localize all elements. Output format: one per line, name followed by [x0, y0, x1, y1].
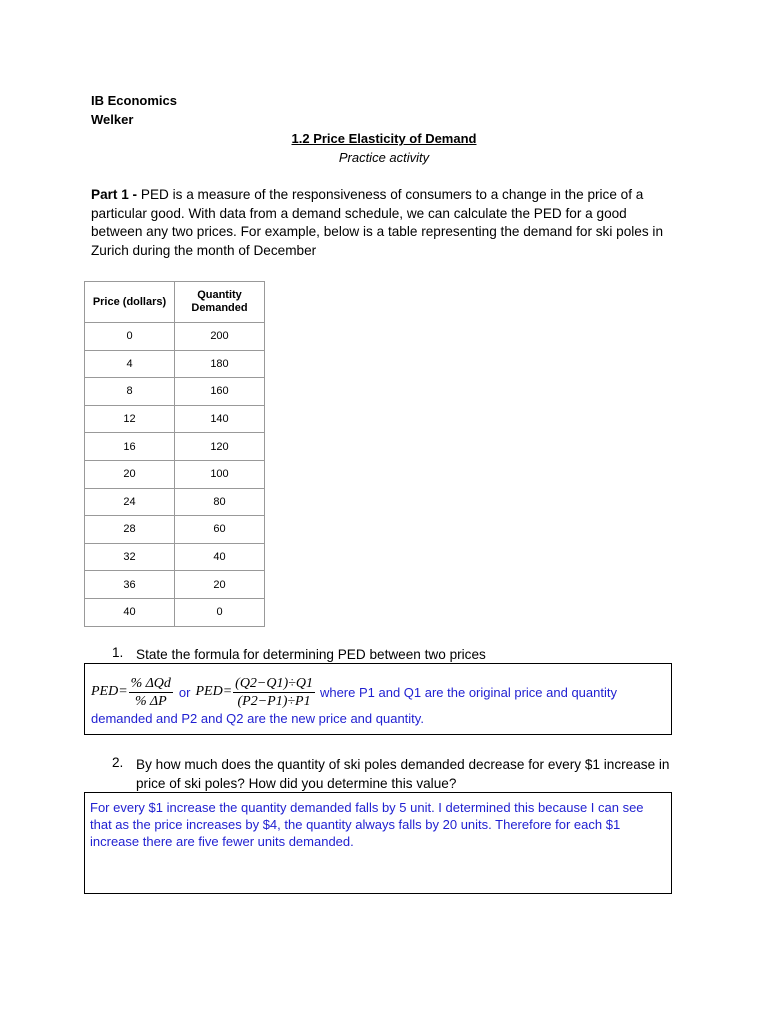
- quantity-cell: 80: [175, 488, 265, 516]
- quantity-cell: 180: [175, 350, 265, 378]
- formula-explanation: where P1 and Q1 are the original price and quantity: [319, 684, 617, 700]
- table-row: [85, 571, 265, 599]
- answer-2-text: For every $1 increase the quantity demanded falls by 5 unit. I determined this because I can see that as the price increases by $4, the quantity always falls by 20 units. Therefore for each $1 increase there are five fewer units demanded.: [90, 800, 644, 849]
- question-2-number: 2.: [112, 755, 124, 770]
- price-cell: 24: [85, 488, 175, 516]
- fraction-2-denominator: (P2−P1)÷P1: [237, 693, 311, 709]
- quantity-cell: 140: [175, 405, 265, 433]
- quantity-cell: 120: [175, 433, 265, 461]
- formula-explanation-line-2: demanded and P2 and Q2 are the new price and quantity.: [91, 711, 424, 726]
- price-cell: 8: [85, 378, 175, 406]
- teacher-name: Welker: [91, 112, 134, 127]
- fraction-1: [129, 675, 173, 710]
- demand-schedule-table: [84, 281, 265, 627]
- intro-paragraph: [91, 186, 681, 260]
- price-cell: 0: [85, 323, 175, 351]
- fraction-1-denominator: % ΔP: [134, 693, 167, 709]
- course-name: IB Economics: [91, 93, 177, 108]
- table-header-row: [85, 282, 265, 323]
- quantity-cell: 200: [175, 323, 265, 351]
- price-cell: 16: [85, 433, 175, 461]
- table-row: [85, 598, 265, 626]
- column-header-quantity: Quantity Demanded: [175, 282, 265, 323]
- document-subtitle: Practice activity: [338, 150, 430, 165]
- table-row: [85, 488, 265, 516]
- price-cell: 32: [85, 543, 175, 571]
- quantity-cell: 160: [175, 378, 265, 406]
- price-cell: 28: [85, 516, 175, 544]
- table-row: [85, 460, 265, 488]
- formula-lhs-1: PED=: [91, 684, 128, 699]
- quantity-cell: 40: [175, 543, 265, 571]
- price-cell: 36: [85, 571, 175, 599]
- price-cell: 4: [85, 350, 175, 378]
- fraction-2: [233, 675, 315, 710]
- table-row: [85, 378, 265, 406]
- formula-lhs-2: PED=: [195, 684, 233, 699]
- quantity-cell: 20: [175, 571, 265, 599]
- document-title: 1.2 Price Elasticity of Demand: [291, 131, 477, 146]
- quantity-cell: 60: [175, 516, 265, 544]
- column-header-price: Price (dollars): [85, 282, 175, 323]
- fraction-1-numerator: % ΔQd: [130, 675, 171, 691]
- table-row: [85, 405, 265, 433]
- intro-text: PED is a measure of the responsiveness of consumers to a change in the price of a particular good. With data from a demand schedule, we can calculate the PED for a good between any two prices. For example, below is a table representing the demand for ski poles in Zurich during the month of December: [91, 187, 663, 258]
- price-cell: 20: [85, 460, 175, 488]
- price-cell: 40: [85, 598, 175, 626]
- table-row: [85, 350, 265, 378]
- question-2-text: By how much does the quantity of ski poles demanded decrease for every $1 increase in price of ski poles? How did you determine this value?: [136, 757, 670, 791]
- table-row: [85, 543, 265, 571]
- part-label: Part 1 -: [91, 187, 138, 202]
- ped-formula: [91, 672, 671, 712]
- question-1-text: State the formula for determining PED between two prices: [136, 647, 486, 662]
- or-word: or: [178, 684, 191, 700]
- table-row: [85, 433, 265, 461]
- quantity-cell: 100: [175, 460, 265, 488]
- question-1-number: 1.: [112, 645, 124, 660]
- table-row: [85, 516, 265, 544]
- price-cell: 12: [85, 405, 175, 433]
- quantity-cell: 0: [175, 598, 265, 626]
- fraction-2-numerator: (Q2−Q1)÷Q1: [235, 675, 313, 691]
- table-row: [85, 323, 265, 351]
